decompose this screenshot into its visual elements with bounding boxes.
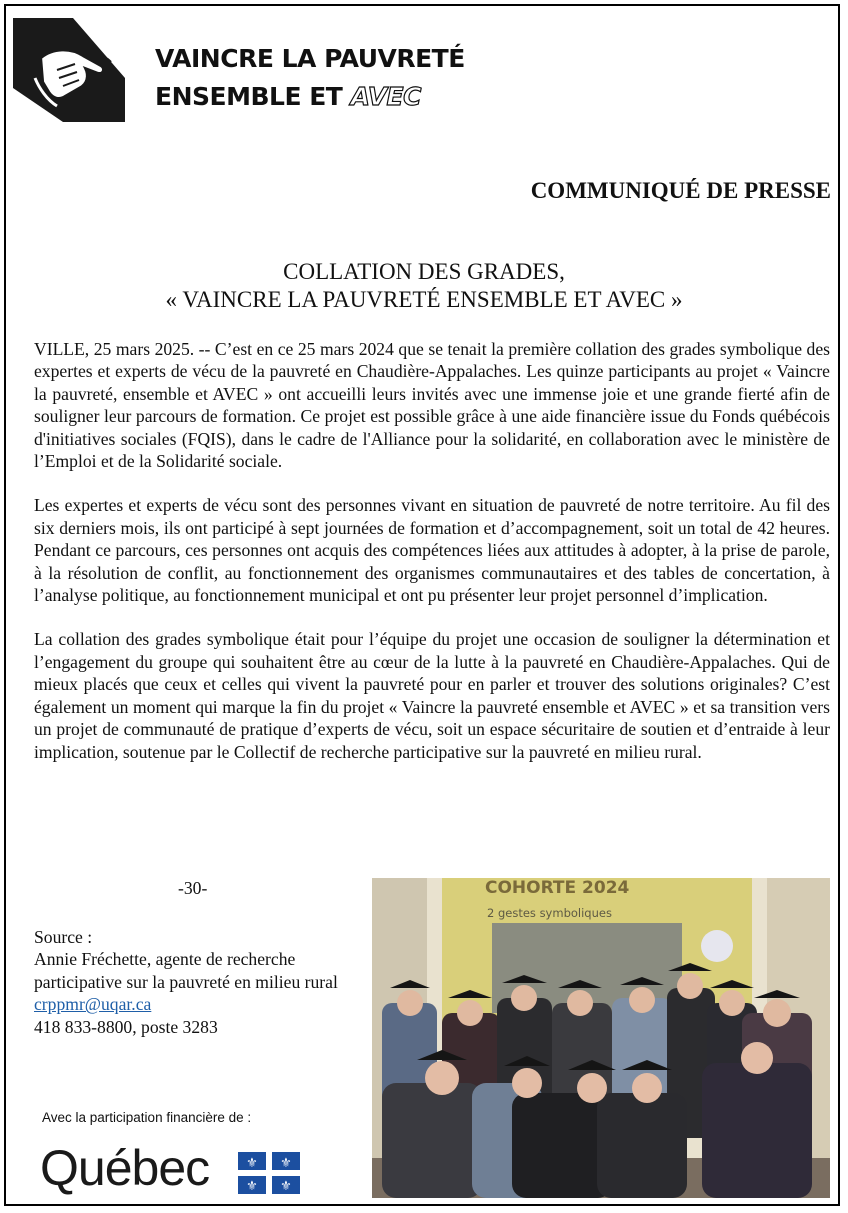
source-block: [34, 926, 364, 1038]
graduation-group-photo: [372, 878, 830, 1198]
svg-text:⚜: ⚜: [246, 1179, 258, 1194]
fleur-de-lis-flag-icon: [238, 1152, 300, 1194]
source-name: Annie Fréchette, agente de recherche participative sur la pauvreté en milieu rural: [34, 949, 338, 992]
source-phone: 418 833-8800, poste 3283: [34, 1016, 218, 1037]
title-line-1: COLLATION DES GRADES,: [283, 259, 565, 284]
svg-text:⚜: ⚜: [280, 1179, 292, 1194]
title-line-2: « VAINCRE LA PAUVRETÉ ENSEMBLE ET AVEC »: [165, 287, 683, 312]
wordmark-line-1: VAINCRE LA PAUVRETÉ: [155, 44, 465, 73]
funding-label: Avec la participation financière de :: [42, 1110, 252, 1125]
document-title: [0, 258, 848, 314]
wordmark-line-2: [155, 78, 465, 116]
paragraph-2: Les expertes et experts de vécu sont des personnes vivant en situation de pauvreté de notre territoire. Au fil des six derniers mois, ils ont participé à sept journées de formation et d’accompagnement, soit un total de 42 heures. Pendant ce parcours, ces personnes ont acquis des compétences liées aux attitudes à adopter, à la prise de parole, à la résolution de conflit, au fonctionnement des organismes communautaires et des tables de concertation, à l’analyse politique, au fonctionnement municipal et ont pu présenter leur projet personnel d’implication.: [34, 495, 830, 606]
organization-wordmark: [155, 40, 465, 116]
svg-text:⚜: ⚜: [246, 1156, 258, 1171]
end-mark: -30-: [178, 878, 208, 898]
wordmark-avec: AVEC: [350, 82, 421, 111]
paragraph-3: La collation des grades symbolique était pour l’équipe du projet une occasion de souligner la détermination et l’engagement du groupe qui souhaitent être au cœur de la lutte à la pauvreté en Chaudière-Appalaches. Qui de mieux placés que ceux et celles qui vivent la pauvreté pour en parler et trouver des solutions originales? C’est également un moment qui marque la fin du projet « Vaincre la pauvreté ensemble et AVEC » et sa transition vers un projet de communauté de pratique d’experts de vécu, soit un espace sécuritaire de soutien et d’entraide à leur implication, soutenue par le Collectif de recherche participative sur la pauvreté en milieu rural.: [34, 629, 830, 762]
paragraph-1: VILLE, 25 mars 2025. -- C’est en ce 25 mars 2024 que se tenait la première collation des grades symbolique des expertes et experts de vécu de la pauvreté en Chaudière-Appalaches. Les quinze participants au projet « Vaincre la pauvreté, ensemble et AVEC » ont accueilli leurs invités avec une immense joie et une grande fierté afin de souligner leur parcours de formation. Ce projet est possible grâce à une aide financière issue du Fonds québécois d'initiatives sociales (FQIS), dans le cadre de l'Alliance pour la solidarité, en collaboration avec le ministère de l’Emploi et de la Solidarité sociale.: [34, 339, 830, 472]
handshake-icon: [13, 18, 125, 122]
source-label: Source :: [34, 927, 93, 947]
quebec-logo-text: Québec: [40, 1140, 210, 1196]
svg-text:⚜: ⚜: [280, 1156, 292, 1171]
article-body: [34, 338, 830, 785]
press-release-heading: COMMUNIQUÉ DE PRESSE: [530, 178, 831, 203]
wordmark-line-2-prefix: ENSEMBLE ET: [155, 82, 351, 111]
source-email-link[interactable]: crppmr@uqar.ca: [34, 994, 152, 1015]
photo-screen-subtitle: 2 gestes symboliques: [487, 906, 612, 920]
photo-screen-title: COHORTE 2024: [485, 878, 630, 898]
